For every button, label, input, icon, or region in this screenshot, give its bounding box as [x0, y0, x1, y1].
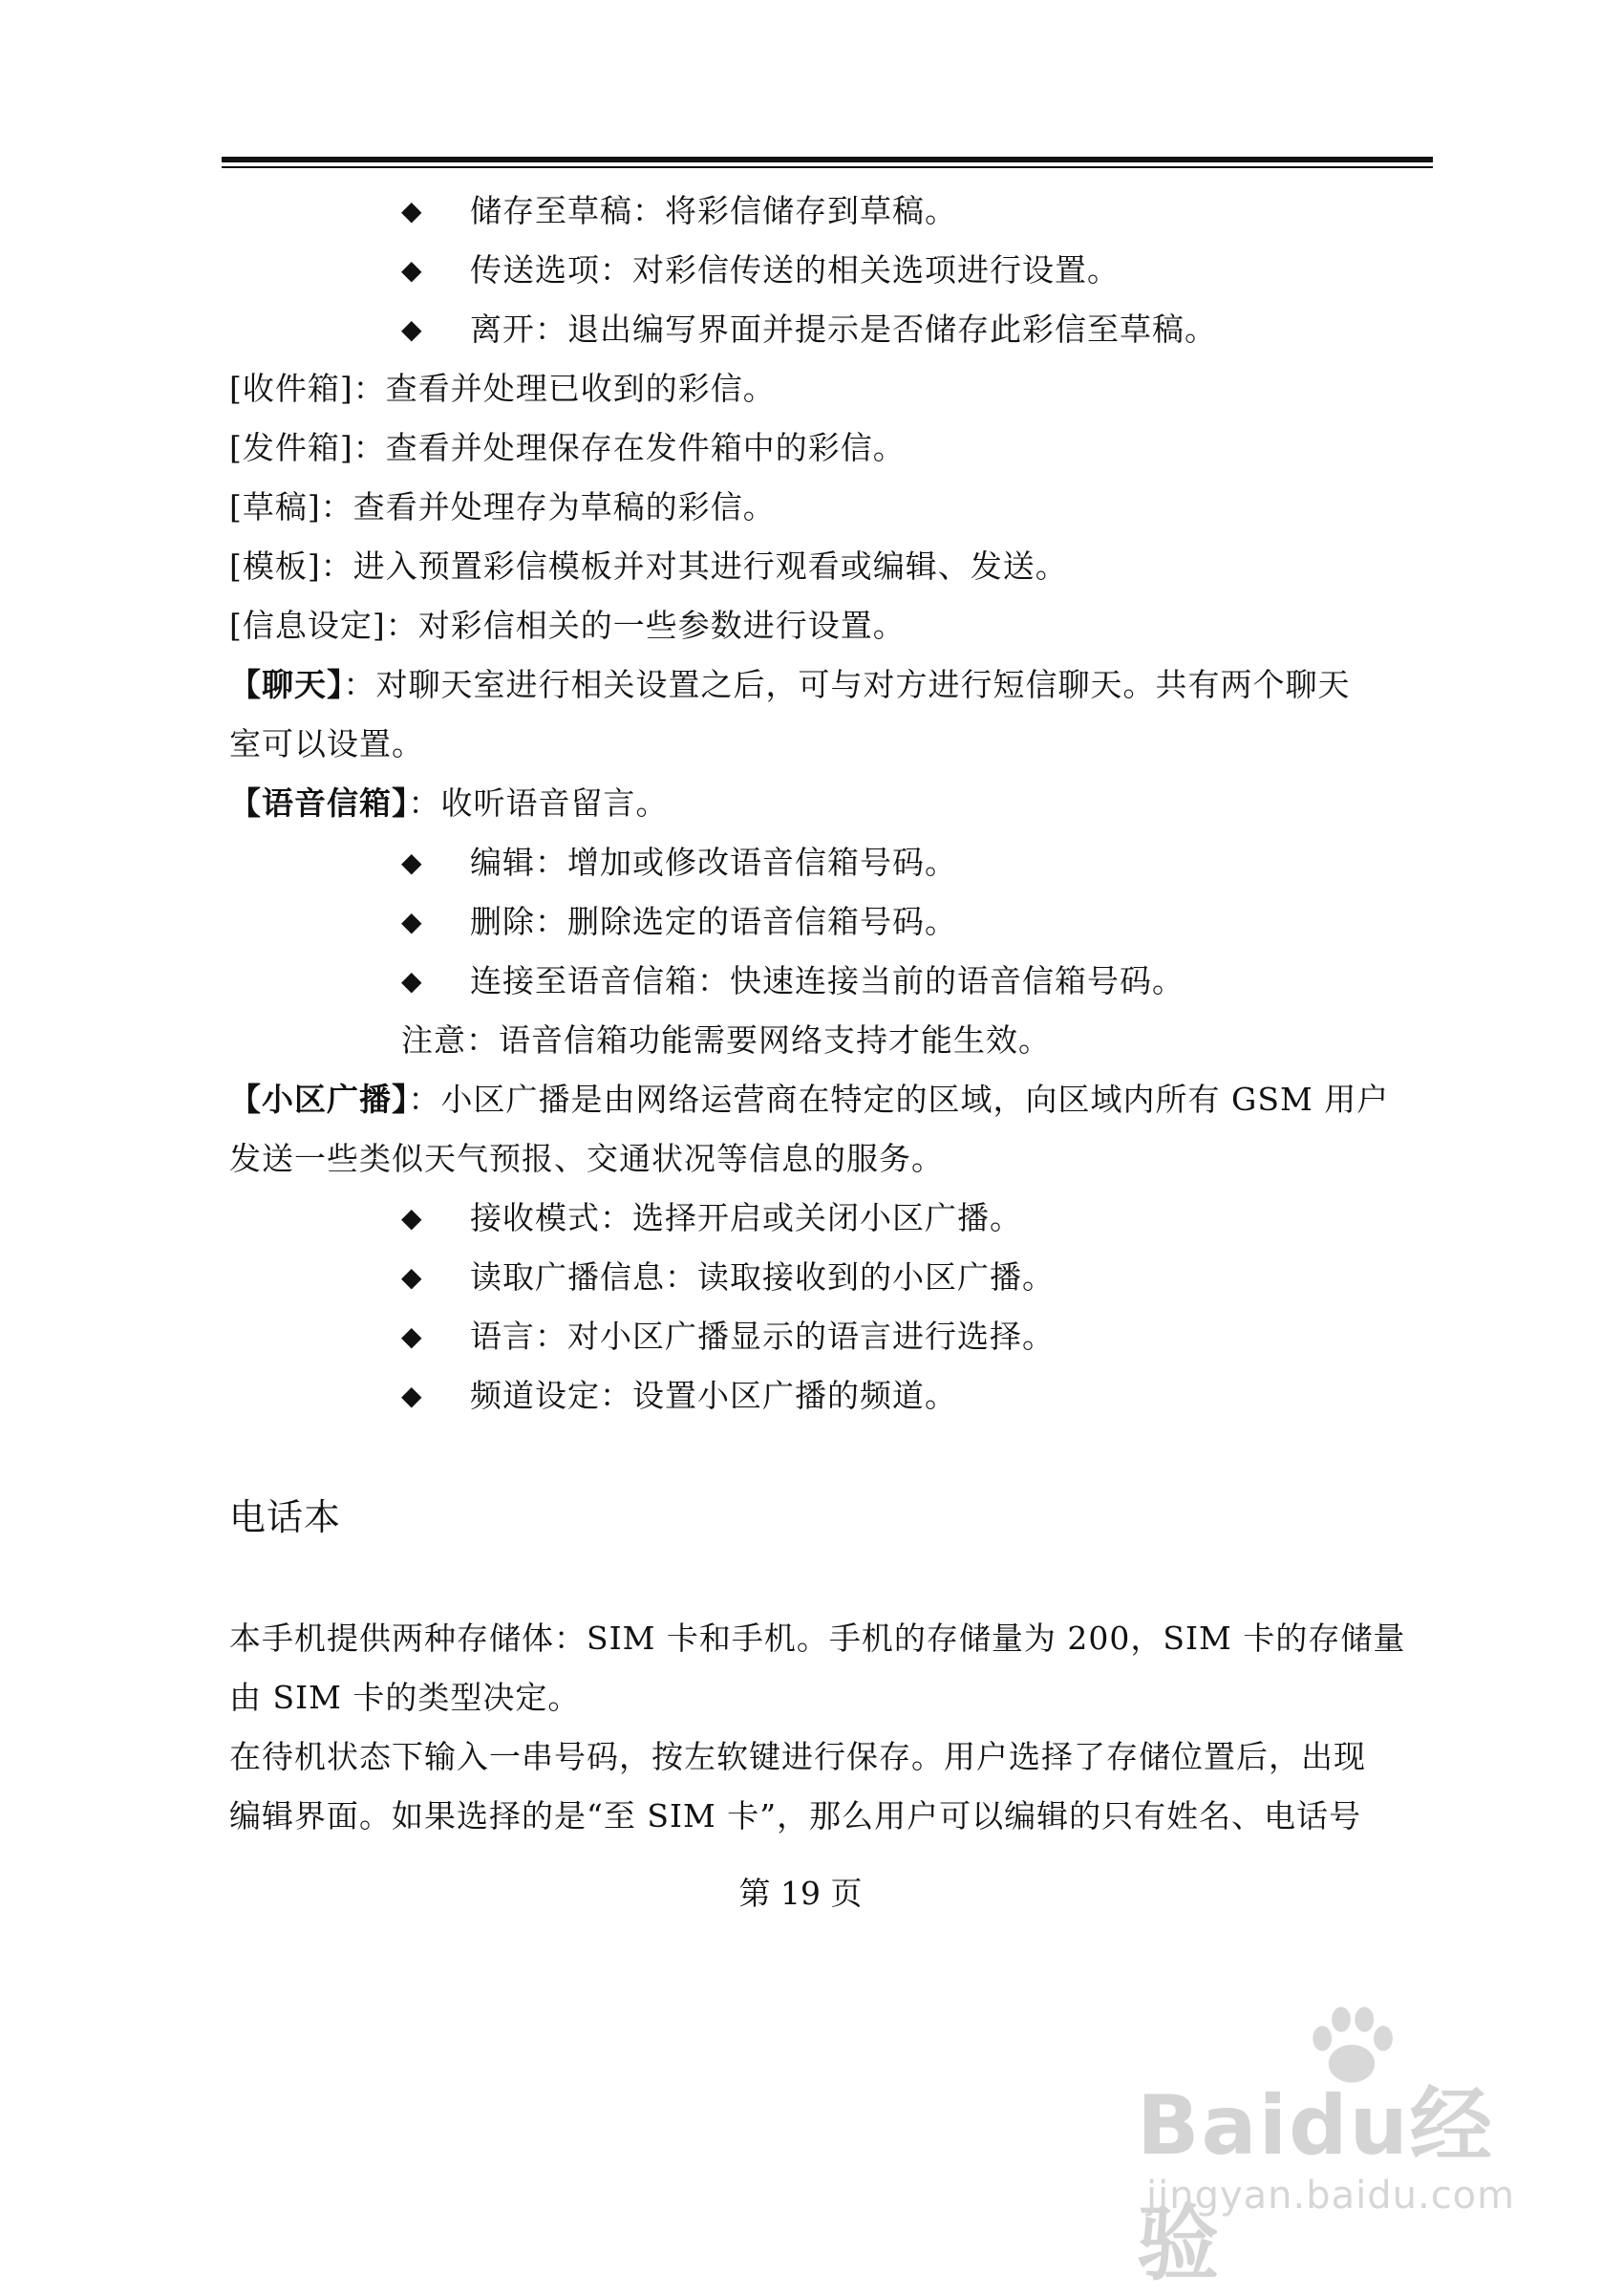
list-item	[229, 952, 1433, 1011]
watermark-brand: Baidu经验	[1137, 2078, 1494, 2292]
mms-templates-line: [模板]：进入预置彩信模板并对其进行观看或编辑、发送。	[229, 547, 1068, 585]
mms-outbox-line: [发件箱]：查看并处理保存在发件箱中的彩信。	[229, 429, 906, 466]
voicemail-label: 【语音信箱】	[229, 784, 409, 822]
list-item	[229, 833, 1433, 892]
cell-broadcast-paragraph-line	[229, 1070, 1433, 1129]
diamond-bullet-icon: ◆	[401, 254, 423, 286]
bullet-text: 编辑：增加或修改语音信箱号码。	[470, 844, 957, 881]
diamond-bullet-icon: ◆	[401, 1380, 423, 1411]
diamond-bullet-icon: ◆	[401, 313, 423, 345]
chat-text: ：对聊天室进行相关设置之后，可与对方进行短信聊天。共有两个聊天	[343, 666, 1351, 703]
chat-paragraph-line	[229, 655, 1433, 715]
list-item	[229, 1189, 1433, 1248]
document-body	[229, 182, 1433, 1846]
phonebook-paragraph-line: 编辑界面。如果选择的是“至 SIM 卡”，那么用户可以编辑的只有姓名、电话号	[229, 1797, 1362, 1835]
mms-inbox-line: [收件箱]：查看并处理已收到的彩信。	[229, 370, 776, 407]
list-item	[229, 300, 1433, 359]
mms-drafts-line: [草稿]：查看并处理存为草稿的彩信。	[229, 488, 776, 526]
bullet-text: 传送选项：对彩信传送的相关选项进行设置。	[470, 251, 1120, 289]
header-rule-thick	[222, 157, 1433, 162]
bullet-text: 删除：删除选定的语音信箱号码。	[470, 903, 957, 940]
voicemail-text: ：收听语音留言。	[408, 784, 669, 822]
watermark-url: jingyan.baidu.com	[1146, 2174, 1516, 2218]
diamond-bullet-icon: ◆	[401, 906, 423, 937]
list-item	[229, 182, 1433, 241]
diamond-bullet-icon: ◆	[401, 1320, 423, 1352]
list-item	[229, 1248, 1433, 1307]
bullet-text: 储存至草稿：将彩信储存到草稿。	[470, 192, 957, 229]
baidu-watermark	[1137, 1992, 1538, 2292]
diamond-bullet-icon: ◆	[401, 1261, 423, 1293]
diamond-bullet-icon: ◆	[401, 965, 423, 997]
list-item	[229, 241, 1433, 300]
phonebook-paragraph-line: 由 SIM 卡的类型决定。	[229, 1679, 581, 1716]
diamond-bullet-icon: ◆	[401, 195, 423, 226]
cell-broadcast-text: ：小区广播是由网络运营商在特定的区域，向区域内所有 GSM 用户	[408, 1081, 1390, 1118]
voicemail-note: 注意：语音信箱功能需要网络支持才能生效。	[401, 1021, 1051, 1059]
bullet-text: 语言：对小区广播显示的语言进行选择。	[470, 1318, 1055, 1355]
chat-paragraph-line-2: 室可以设置。	[229, 725, 424, 762]
mms-settings-line: [信息设定]：对彩信相关的一些参数进行设置。	[229, 607, 906, 644]
list-item	[229, 1366, 1433, 1426]
diamond-bullet-icon: ◆	[401, 847, 423, 878]
bullet-text: 离开：退出编写界面并提示是否储存此彩信至草稿。	[470, 311, 1217, 348]
list-item	[229, 892, 1433, 952]
list-item	[229, 1307, 1433, 1366]
phonebook-paragraph-line: 在待机状态下输入一串号码，按左软键进行保存。用户选择了存储位置后，出现	[229, 1738, 1366, 1775]
chat-label: 【聊天】	[229, 666, 344, 703]
diamond-bullet-icon: ◆	[401, 1202, 423, 1234]
phonebook-paragraph-line: 本手机提供两种存储体：SIM 卡和手机。手机的存储量为 200，SIM 卡的存储量	[229, 1620, 1406, 1657]
bullet-text: 频道设定：设置小区广播的频道。	[470, 1377, 957, 1414]
bullet-text: 读取广播信息：读取接收到的小区广播。	[470, 1258, 1055, 1296]
page-number: 第 19 页	[738, 1875, 863, 1912]
section-heading-phonebook: 电话本	[229, 1496, 342, 1538]
voicemail-paragraph-line	[229, 774, 1433, 833]
cell-broadcast-paragraph-line-2: 发送一些类似天气预报、交通状况等信息的服务。	[229, 1140, 944, 1177]
cell-broadcast-label: 【小区广播】	[229, 1081, 409, 1118]
header-rule-thin	[222, 166, 1433, 168]
bullet-text: 接收模式：选择开启或关闭小区广播。	[470, 1199, 1022, 1236]
bullet-text: 连接至语音信箱：快速连接当前的语音信箱号码。	[470, 962, 1185, 999]
